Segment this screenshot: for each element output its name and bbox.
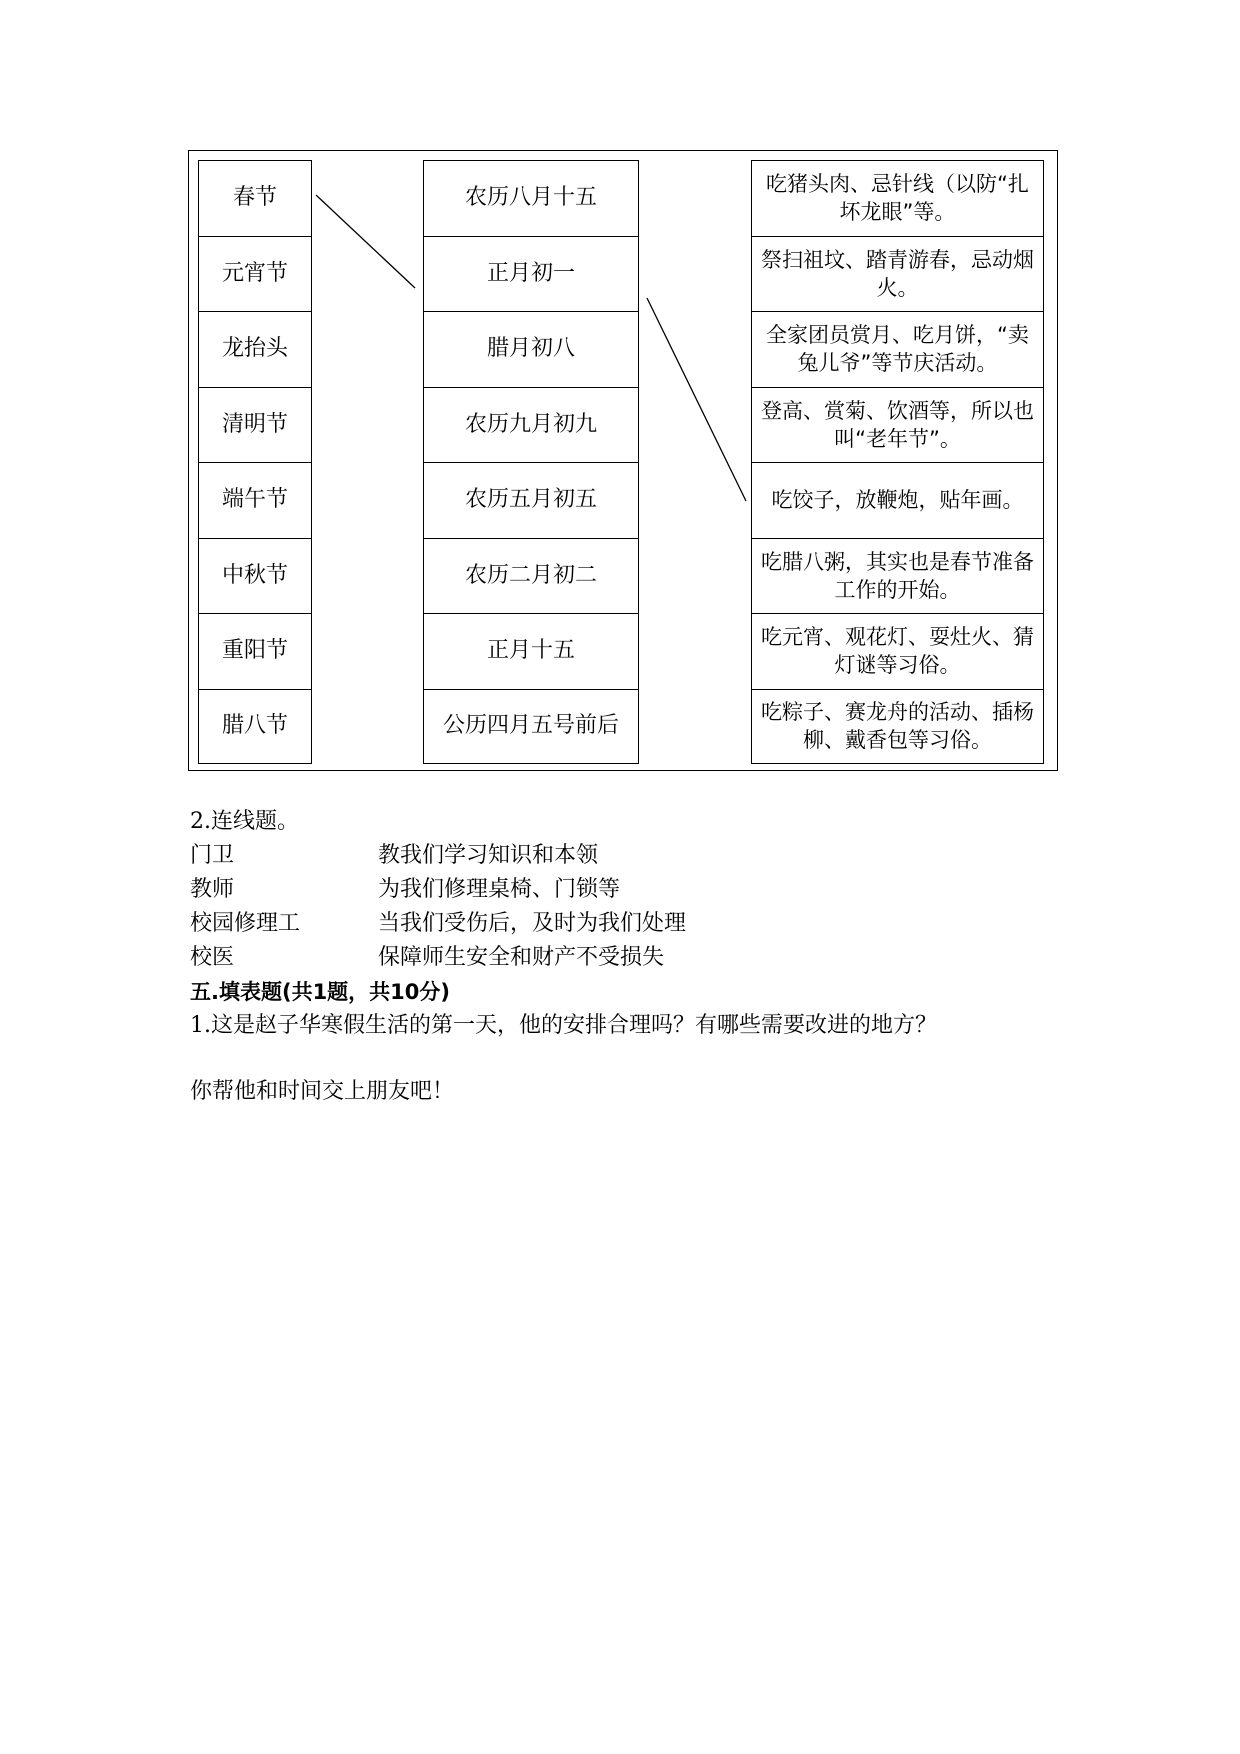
date-cell: 正月十五	[423, 613, 639, 689]
matching-figure	[188, 150, 1058, 771]
festival-cell: 腊八节	[198, 689, 312, 765]
festival-cell: 龙抬头	[198, 311, 312, 387]
pair-right-item: 当我们受伤后，及时为我们处理	[378, 911, 687, 936]
date-cell: 农历九月初九	[423, 387, 639, 463]
date-cell: 农历五月初五	[423, 462, 639, 538]
pair-left-item: 校医	[190, 945, 235, 970]
pair-left-item: 门卫	[190, 843, 235, 868]
question-2-heading: 2.连线题。	[190, 809, 299, 834]
pair-left-item: 校园修理工	[190, 911, 301, 936]
date-cell: 腊月初八	[423, 311, 639, 387]
festival-cell: 元宵节	[198, 236, 312, 312]
festival-cell: 清明节	[198, 387, 312, 463]
custom-cell: 吃粽子、赛龙舟的活动、插杨柳、戴香包等习俗。	[751, 689, 1044, 765]
date-cell: 正月初一	[423, 236, 639, 312]
date-cell: 农历八月十五	[423, 160, 639, 236]
date-cell: 公历四月五号前后	[423, 689, 639, 765]
festival-cell: 春节	[198, 160, 312, 236]
connector-line-date-custom	[647, 298, 746, 501]
section-5-title: 五.填表题(共1题，共10分)	[190, 980, 451, 1004]
pair-right-item: 教我们学习知识和本领	[378, 843, 599, 868]
pair-left-item: 教师	[190, 877, 235, 902]
festival-cell: 重阳节	[198, 613, 312, 689]
pair-right-item: 为我们修理桌椅、门锁等	[378, 877, 621, 902]
custom-cell: 吃腊八粥，其实也是春节准备工作的开始。	[751, 538, 1044, 614]
section-5-followup: 你帮他和时间交上朋友吧！	[190, 1079, 455, 1104]
custom-cell: 吃元宵、观花灯、耍灶火、猜灯谜等习俗。	[751, 613, 1044, 689]
connector-line-festival-date	[316, 195, 415, 288]
custom-cell: 祭扫祖坟、踏青游春，忌动烟火。	[751, 236, 1044, 312]
section-5-question: 1.这是赵子华寒假生活的第一天，他的安排合理吗？有哪些需要改进的地方？	[190, 1013, 937, 1038]
festival-cell: 端午节	[198, 462, 312, 538]
pair-right-item: 保障师生安全和财产不受损失	[378, 945, 665, 970]
custom-cell: 全家团员赏月、吃月饼，“卖兔儿爷”等节庆活动。	[751, 311, 1044, 387]
date-cell: 农历二月初二	[423, 538, 639, 614]
festival-cell: 中秋节	[198, 538, 312, 614]
custom-column	[751, 160, 1044, 764]
date-column	[423, 160, 639, 764]
custom-cell: 登高、赏菊、饮酒等，所以也叫“老年节”。	[751, 387, 1044, 463]
custom-cell: 吃饺子，放鞭炮，贴年画。	[751, 462, 1044, 538]
festival-column	[198, 160, 312, 764]
custom-cell: 吃猪头肉、忌针线（以防“扎坏龙眼”等。	[751, 160, 1044, 236]
